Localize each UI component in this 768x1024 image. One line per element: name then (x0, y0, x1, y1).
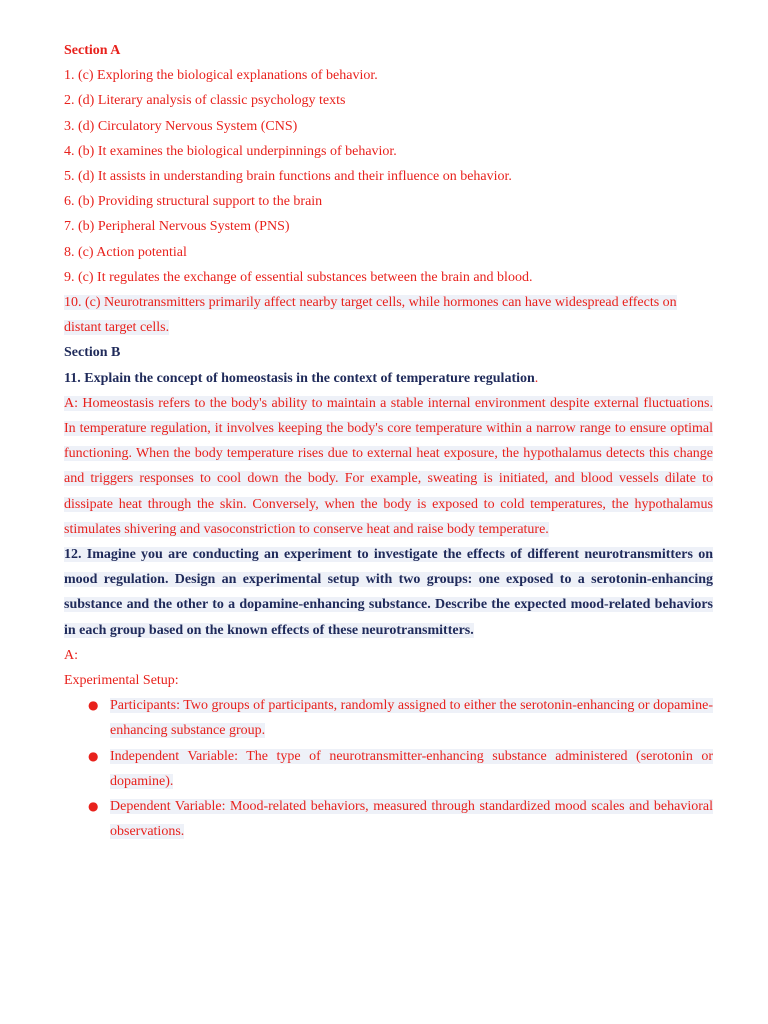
bullet-dependent-variable (88, 794, 713, 844)
setup-bullet-list (64, 693, 713, 844)
question-12 (64, 542, 713, 643)
answer-11-text: A: Homeostasis refers to the body's ability to maintain a stable internal environment despite external fluctuations. In temperature regulation, it involves keeping the body's core temperature within a narrow range to ensure optimal functioning. When the body temperature rises due to external heat exposure, the hypothalamus detects this change and triggers responses to cool down the body. For example, sweating is initiated, and blood vessels dilate to dissipate heat through the skin. Conversely, when the body is exposed to cold temperatures, the hypothalamus stimulates shivering and vasoconstriction to conserve heat and raise body temperature. (64, 395, 713, 537)
answer-1: 1. (c) Exploring the biological explanations of behavior. (64, 68, 378, 84)
bullet-dependent-variable-text: Dependent Variable: Mood-related behaviors, measured through standardized mood scales and behavioral observations. (110, 799, 713, 840)
answer-9: 9. (c) It regulates the exchange of essential substances between the brain and blood. (64, 269, 533, 285)
question-12-text: 12. Imagine you are conducting an experiment to investigate the effects of different neurotransmitters on mood regulation. Design an experimental setup with two groups: one exposed to a serotonin-enhancing substance and the other to a dopamine-enhancing substance. Describe the expected mood-related behaviors in each group based on the known effects of these neurotransmitters. (64, 547, 713, 638)
bullet-dot-icon: ● (88, 748, 99, 763)
answer-5: 5. (d) It assists in understanding brain functions and their influence on behavior. (64, 169, 512, 185)
bullet-dot-icon: ● (88, 698, 99, 713)
answer-12-label: A: (64, 647, 78, 663)
answer-7: 7. (b) Peripheral Nervous System (PNS) (64, 219, 290, 235)
bullet-dot-icon: ● (88, 799, 99, 814)
answer-4: 4. (b) It examines the biological underpinnings of behavior. (64, 143, 397, 159)
question-11-text: 11. Explain the concept of homeostasis in the context of temperature regulation (64, 370, 535, 386)
experimental-setup-label: Experimental Setup: (64, 673, 179, 689)
answer-2: 2. (d) Literary analysis of classic psychology texts (64, 93, 346, 109)
answer-11 (64, 391, 713, 542)
answer-10-text: 10. (c) Neurotransmitters primarily affect nearby target cells, while hormones can have widespread effects on distant target cells. (64, 295, 677, 336)
answer-8: 8. (c) Action potential (64, 244, 187, 260)
question-11-period: . (534, 370, 539, 386)
question-11 (64, 366, 713, 391)
answer-10 (64, 290, 713, 340)
bullet-independent-variable (88, 744, 713, 794)
document-page (64, 38, 713, 845)
bullet-participants-text: Participants: Two groups of participants, randomly assigned to either the serotonin-enhancing or dopamine-enhancing substance group. (110, 698, 713, 739)
bullet-participants (88, 693, 713, 743)
answer-3: 3. (d) Circulatory Nervous System (CNS) (64, 118, 298, 134)
section-b-heading: Section B (64, 345, 121, 361)
section-a-heading: Section A (64, 43, 121, 58)
answer-6: 6. (b) Providing structural support to the brain (64, 194, 323, 210)
bullet-independent-variable-text: Independent Variable: The type of neurotransmitter-enhancing substance administered (serotonin or dopamine). (110, 748, 713, 789)
